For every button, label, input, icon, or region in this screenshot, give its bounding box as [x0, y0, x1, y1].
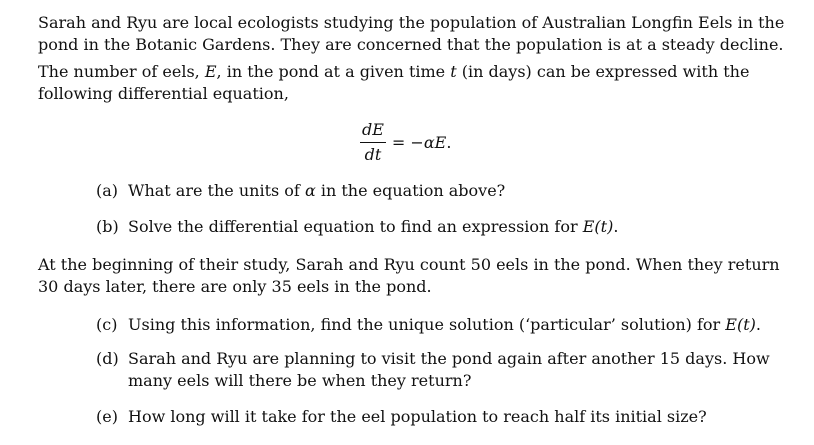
fraction-denominator: dt [364, 145, 382, 164]
rhs-prefix: = − [391, 132, 424, 152]
fraction-numerator: dE [360, 120, 386, 143]
question-label: (e) [96, 407, 118, 426]
intro-paragraph: Sarah and Ryu are local ecologists studying the population of Australian Longfin Eels in the pond in the Botanic Gardens. They are concerned that the population is at a steady decline. [38, 13, 785, 54]
var-E: E [204, 62, 217, 81]
question-text: Sarah and Ryu are planning to visit the pond again after another 15 days. How many eels will there be when they return? [128, 349, 770, 390]
question-label: (d) [96, 349, 119, 368]
alpha-symbol: α [423, 132, 435, 152]
de-intro-before: The number of eels, [38, 62, 205, 81]
function-symbol: E(t) [582, 217, 614, 236]
de-intro-after: (in days) can be expressed with the following differential equation, [38, 62, 750, 103]
function-symbol: E(t) [725, 315, 756, 334]
differential-equation [360, 120, 451, 165]
study-paragraph: At the beginning of their study, Sarah and Ryu count 50 eels in the pond. When they return 30 days later, there are only 35 eels in the pond. [38, 255, 780, 296]
question-text: Solve the differential equation to find an expression for E(t). [128, 217, 619, 236]
alpha-symbol: α [304, 181, 316, 200]
var-t: t [450, 62, 457, 81]
question-label: (b) [96, 217, 119, 236]
de-intro-middle: , in the pond at a given time [216, 62, 451, 81]
rhs-E: E [434, 132, 447, 152]
question-text: Using this information, find the unique solution (‘particular’ solution) for E(t). [128, 315, 761, 334]
question-d [96, 348, 788, 392]
question-label: (a) [96, 181, 119, 200]
question-a [96, 180, 788, 202]
de-intro-paragraph [38, 61, 788, 105]
derivative-fraction [360, 120, 386, 165]
question-e [96, 406, 788, 428]
question-c [96, 314, 788, 336]
equation-rhs [392, 132, 452, 154]
question-b [96, 216, 788, 238]
question-label: (c) [96, 315, 118, 334]
question-text: How long will it take for the eel population to reach half its initial size? [128, 407, 707, 426]
question-text: What are the units of α in the equation above? [128, 181, 506, 200]
rhs-suffix: . [446, 132, 452, 152]
